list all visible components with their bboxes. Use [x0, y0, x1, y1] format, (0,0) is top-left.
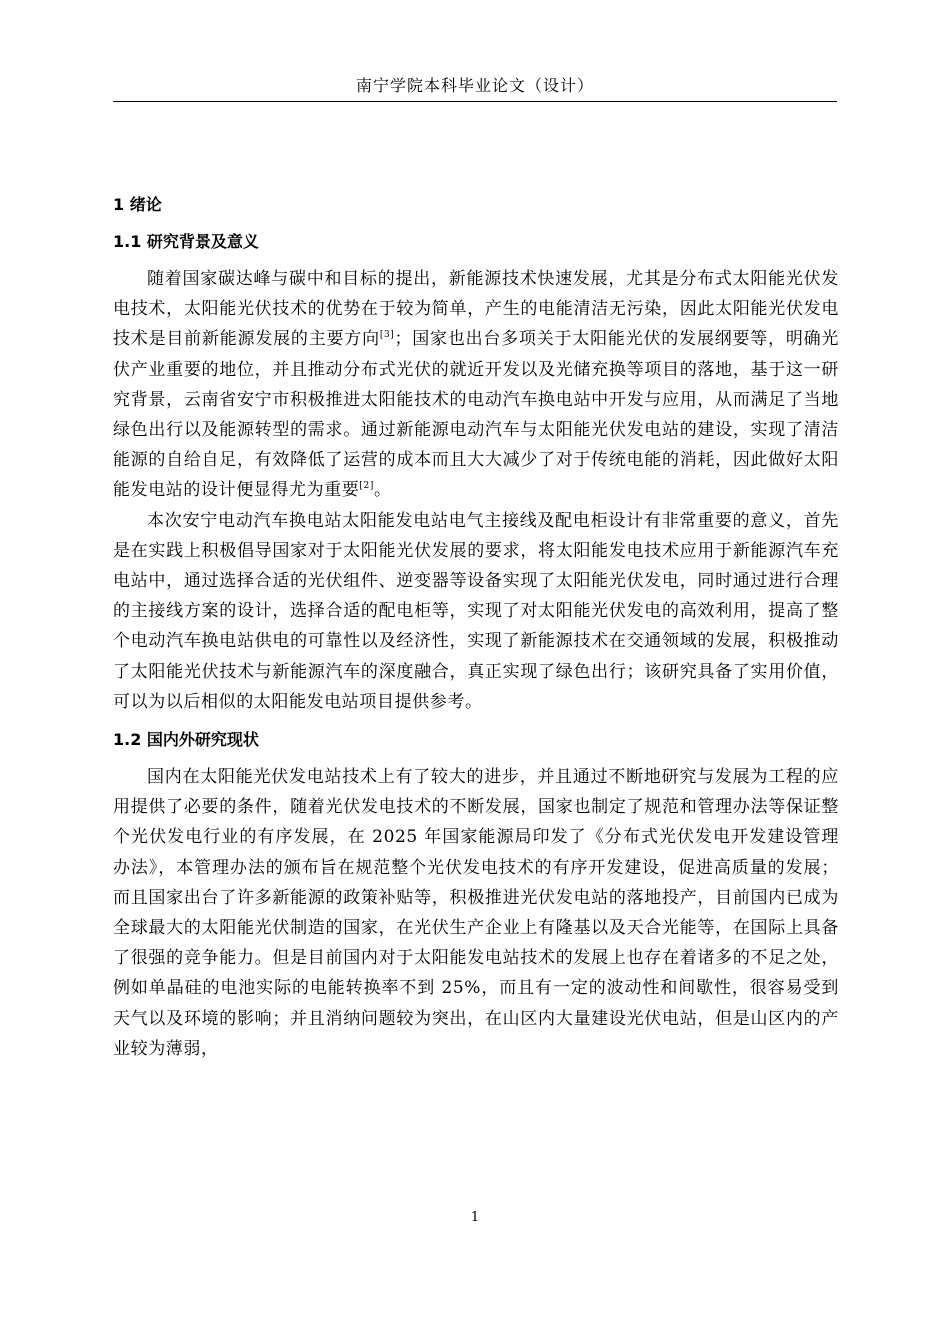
citation-ref: [3] [379, 330, 395, 341]
page-number: 1 [470, 1210, 480, 1225]
section-heading-1-2: 1.2 国内外研究现状 [113, 730, 259, 750]
citation-ref: [2] [359, 481, 374, 492]
chapter-heading: 1 绪论 [113, 195, 162, 214]
paragraph: 国内在太阳能光伏发电站技术上有了较大的进步，并且通过不断地研究与发展为工程的应用提供了必要的条件，随着光伏发电技术的不断发展，国家也制定了规范和管理办法等保证整个光伏发电行业的有序发展，在 2025 年国家能源局印发了《分布式光伏发电开发建设管理办法》，本管理办法的颁布旨在规范整个光伏发电技术的有序开发建设，促进高质量的发展；而且国家出台了许多新能源的政策补贴等，积极推进光伏发电站的落地投产，目前国内已成为全球最大的太阳能光伏制造的国家，在光伏生产企业上有隆基以及天合光能等，在国际上具备了很强的竞争能力。但是目前国内对于太阳能发电站技术的发展上也存在着诸多的不足之处，例如单晶硅的电池实际的电能转换率不到 25%，而且有一定的波动性和间歇性，很容易受到天气以及环境的影响；并且消纳问题较为突出，在山区内大量建设光伏电站，但是山区内的产业较为薄弱， [113, 767, 839, 1059]
paragraph-text: 。 [373, 480, 392, 501]
paragraph: 本次安宁电动汽车换电站太阳能发电站电气主接线及配电柜设计有非常重要的意义，首先是在实践上积极倡导国家对于太阳能光伏发展的要求，将太阳能发电技术应用于新能源汽车充电站中，通过选择合适的光伏组件、逆变器等设备实现了太阳能光伏发电，同时通过进行合理的主接线方案的设计，选择合适的配电柜等，实现了对太阳能光伏发电的高效利用，提高了整个电动汽车换电站供电的可靠性以及经济性，实现了新能源技术在交通领域的发展，积极推动了太阳能光伏技术与新能源汽车的深度融合，真正实现了绿色出行；该研究具备了实用价值，可以为以后相似的太阳能发电站项目提供参考。 [113, 510, 839, 712]
document-body [113, 190, 839, 1072]
section-heading-1-1: 1.1 研究背景及意义 [113, 232, 259, 251]
page-header-title: 南宁学院本科毕业论文（设计） [355, 76, 594, 95]
section-1-2-body [113, 762, 839, 1064]
section-1-1-body [113, 264, 839, 717]
paragraph-text: 随着国家碳达峰与碳中和目标的提出，新能源技术快速发展，尤其是分布式太阳能光伏发电技术，太阳能光伏技术的优势在于较为简单，产生的电能清洁无污染，因此太阳能光伏发电技术是目前新能源发展的主要方向 [113, 269, 839, 350]
paragraph-text: ；国家也出台多项关于太阳能光伏的发展纲要等，明确光伏产业重要的地位，并且推动分布式光伏的就近开发以及光储充换等项目的落地，基于这一研究背景，云南省安宁市积极推进太阳能技术的电动汽车换电站中开发与应用，从而满足了当地绿色出行以及能源转型的需求。通过新能源电动汽车与太阳能光伏发电站的建设，实现了清洁能源的自给自足，有效降低了运营的成本而且大大减少了对于传统电能的消耗，因此做好太阳能发电站的设计便显得尤为重要 [113, 329, 840, 501]
paragraph [113, 264, 839, 506]
header-divider [113, 101, 837, 102]
